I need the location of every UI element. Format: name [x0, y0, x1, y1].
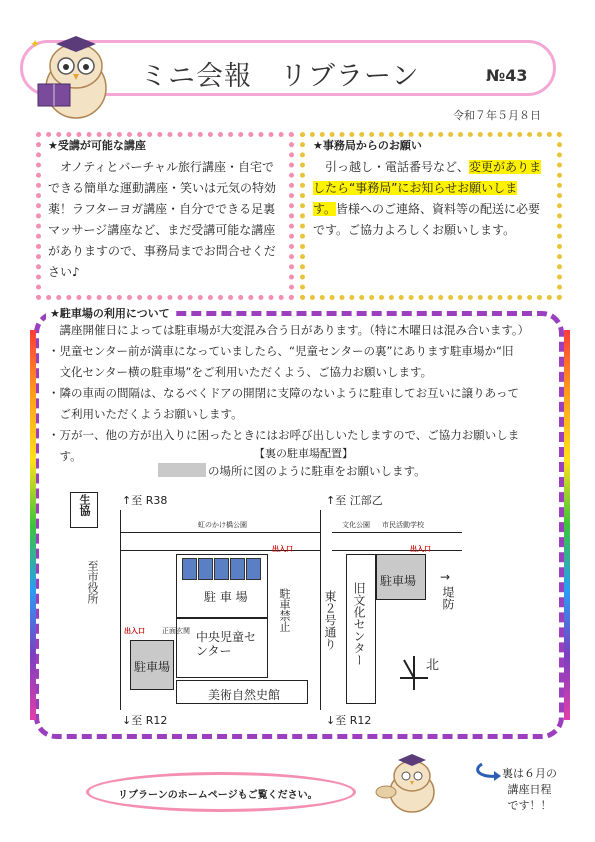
courses-line: マッサージ講座など、まだ受講可能な講座	[48, 223, 276, 237]
parking-left-label: 駐車場	[134, 660, 171, 674]
parked-car	[230, 558, 245, 580]
parking-right-label: 駐車場	[380, 574, 417, 588]
embankment-label: 堤防	[441, 586, 455, 610]
owl-reading-illustration	[24, 30, 124, 120]
parking-line: す。	[48, 449, 82, 463]
courses-box-title: ★受講が可能な講座	[48, 139, 146, 152]
map-bottom-right: ↓至 R12	[326, 714, 372, 727]
curved-arrow-icon	[470, 760, 502, 786]
embankment-arrow: →	[440, 570, 451, 584]
courses-box-body	[48, 157, 288, 283]
issue-number: №43	[486, 66, 528, 85]
rainbow-bar-right	[564, 330, 570, 720]
road-edge	[332, 550, 462, 551]
office-line: 引っ越し・電話番号など、変更がありま	[313, 160, 542, 174]
road-edge	[120, 510, 121, 710]
owl-mascot-illustration	[370, 752, 450, 816]
back-page-note	[502, 766, 557, 814]
map-note: の場所に図のように駐車をお願いします。	[208, 464, 426, 478]
svg-text:✦: ✦	[30, 37, 41, 51]
highlight-text: したら“事務局”にお知らせお願いしま	[313, 181, 518, 195]
road-edge	[320, 510, 321, 710]
parking-map	[70, 490, 470, 730]
parking-line: 文化センター横の駐車場”をご利用いただくよう、ご協力お願いします。	[48, 365, 433, 379]
road-edge	[332, 532, 462, 533]
entrance-label-right: 出入口	[410, 545, 431, 553]
parked-car	[214, 558, 229, 580]
office-line	[313, 178, 555, 199]
parking-main-label: 駐 車 場	[204, 590, 248, 604]
office-box-title: ★事務局からのお願い	[313, 139, 422, 152]
parked-car	[182, 558, 197, 580]
office-box	[313, 137, 555, 241]
grey-legend-swatch	[158, 463, 206, 477]
road-edge	[120, 532, 320, 533]
highlight-text: 変更がありま	[469, 160, 542, 174]
courses-line: さい♪	[48, 265, 80, 279]
coop-label: 生協	[78, 494, 91, 516]
highlight-text: す。	[313, 202, 337, 216]
parking-line: ・万が一、他の方が出入りに困ったときにはお呼び出しいたしますので、ご協力お願いしま	[48, 428, 520, 442]
issue-date: 令和７年５月８日	[453, 109, 541, 122]
homepage-text: リブラーンのホームページもご覧ください。	[118, 790, 318, 801]
front-entrance-label: 正面玄関	[162, 627, 190, 635]
courses-line: オノティとバーチャル旅行講座・自宅で	[48, 160, 274, 174]
central-child-center-label: 中央児童センター	[196, 630, 257, 658]
art-museum-label: 美術自然史館	[208, 688, 281, 702]
parked-car	[246, 558, 261, 580]
park-label-1: 虹のかけ橋公園	[198, 521, 247, 529]
east-road-label: 東２号通り	[323, 590, 337, 650]
back-note-line: 講座日程	[507, 783, 552, 796]
map-bottom-left: ↓至 R12	[122, 714, 168, 727]
newsletter-title: ミニ会報 リブラーン	[140, 61, 420, 92]
courses-line: がありますので、事務局までお問合せくだ	[48, 244, 276, 258]
north-arrow-icon	[400, 656, 428, 694]
back-note-line: 裏は６月の	[502, 767, 557, 780]
rainbow-bar-left	[30, 330, 36, 720]
parking-line: ・児童センター前が満車になっていましたら、“児童センターの裏”にあります駐車場か“旧	[48, 344, 514, 358]
old-culture-center-label: 旧文化センター	[352, 582, 366, 666]
courses-box	[48, 137, 288, 283]
map-top-right: ↑至 江部乙	[326, 494, 383, 507]
courses-line: 薬！ラフターヨガ講座・自分でできる足裏	[48, 202, 276, 216]
office-box-body	[313, 157, 555, 241]
office-line: です。ご協力よろしくお願いします。	[313, 223, 516, 237]
entrance-label: 出入口	[272, 545, 293, 553]
school-label: 市民活動学校	[382, 521, 424, 529]
park-label-2: 文化公園	[342, 521, 370, 529]
parking-line: 講座開催日によっては駐車場が大変混み合う日があります。（特に木曜日は混み合います。）	[48, 323, 530, 337]
parking-box-title: ★駐車場の利用について	[46, 305, 174, 321]
courses-line: できる簡単な運動講座・笑いは元気の特効	[48, 181, 277, 195]
no-parking-label: 駐車禁止	[278, 588, 291, 632]
parking-line: ・隣の車両の間隔は、なるべくドアの開閉に支障のないように駐車してお互いに譲りあって	[48, 386, 520, 400]
map-top-left: ↑至 R38	[122, 494, 168, 507]
map-caption: 【裏の駐車場配置】	[254, 447, 353, 460]
parked-car	[198, 558, 213, 580]
back-note-line: です！！	[507, 799, 552, 812]
city-hall-label: 至市役所	[86, 560, 99, 604]
parking-line: ご利用いただくようお願いします。	[48, 407, 243, 421]
entrance-label-left: 出入口	[124, 627, 145, 635]
north-label: 北	[426, 658, 440, 673]
office-line: す。皆様へのご連絡、資料等の配送に必要	[313, 202, 541, 216]
